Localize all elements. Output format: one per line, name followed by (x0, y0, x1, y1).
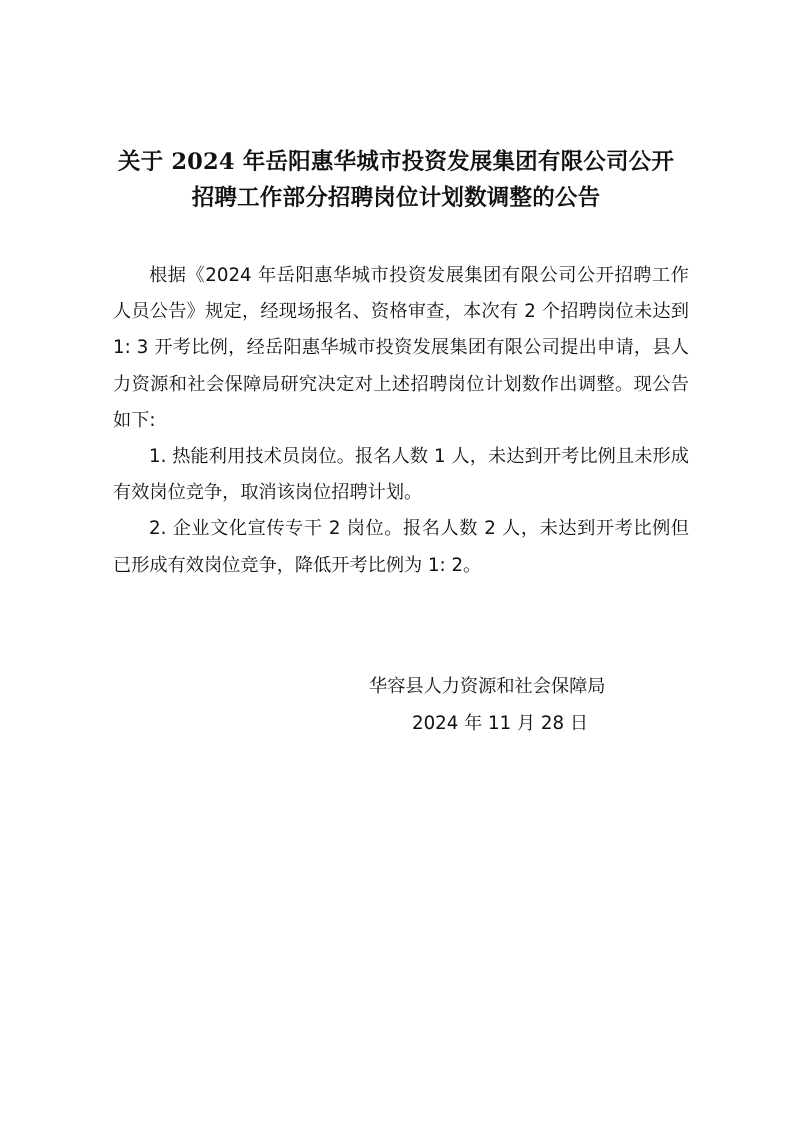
notice-body (113, 258, 689, 584)
signature-date: 2024 年 11 月 28 日 (412, 713, 589, 734)
body-paragraph-item-2: 2. 企业文化宣传专干 2 岗位。报名人数 2 人，未达到开考比例但已形成有效岗位竞争，降低开考比例为 1: 2。 (113, 518, 689, 576)
notice-title-line-2: 招聘工作部分招聘岗位计划数调整的公告 (191, 185, 601, 211)
body-paragraph-item-1: 1. 热能利用技术员岗位。报名人数 1 人，未达到开考比例且未形成有效岗位竞争，取消该岗位招聘计划。 (113, 446, 689, 504)
notice-title-line-1: 关于 2024 年岳阳惠华城市投资发展集团有限公司公开 (117, 149, 675, 175)
body-paragraph-intro: 根据《2024 年岳阳惠华城市投资发展集团有限公司公开招聘工作人员公告》规定，经现场报名、资格审查，本次有 2 个招聘岗位未达到 1: 3 开考比例，经岳阳惠华城市投资发展集团有限公司提出申请，县人力资源和社会保障局研究决定对上述招聘岗位计划数作出调整。现公告如下: (113, 265, 689, 431)
signature-organization: 华容县人力资源和社会保障局 (369, 676, 606, 697)
